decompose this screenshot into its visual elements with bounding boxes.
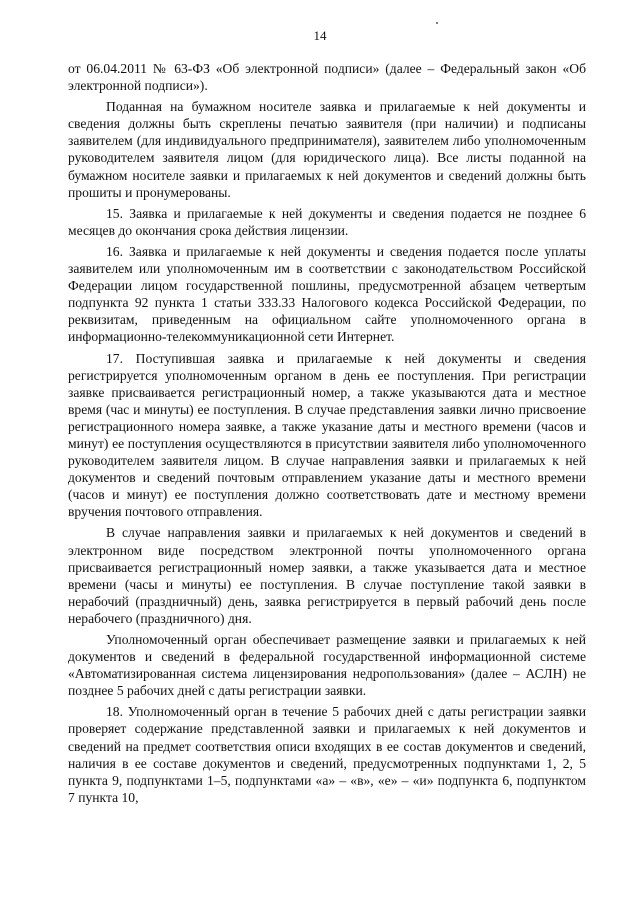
paragraph-asln-placement: Уполномоченный орган обеспечивает размещение заявки и прилагаемых к ней документов и сведений в федеральной государственной информационной системе «Автоматизированная система лицензирования недропользования» (далее – АСЛН) не позднее 5 рабочих дней с даты регистрации заявки. [68,632,586,699]
paragraph-clause-18: 18. Уполномоченный орган в течение 5 рабочих дней с даты регистрации заявки проверяет содержание представленной заявки и прилагаемых к ней документов и сведений на предмет соответствия описи входящих в ее состав документов и сведений, наличия в ее составе документов и сведений, предусмотренных подпунктами 1, 2, 5 пункта 9, подпунктами 1–5, подпунктами «а» – «в», «е» – «и» подпункта 6, подпунктом 7 пункта 10, [68,704,586,805]
paragraph-clause-15: 15. Заявка и прилагаемые к ней документы и сведения подается не позднее 6 месяцев до окончания срока действия лицензии. [68,205,586,238]
paragraph-clause-17: 17. Поступившая заявка и прилагаемые к ней документы и сведения регистрируется уполномоченным органом в день ее поступления. При регистрации заявке присваивается регистрационный номер, а также указываются дата и местное время (час и минуты) ее поступления. В случае представления заявки лично присвоение регистрационного номера заявке, а также указание даты и местного времени (часов и минут) ее поступления осуществляются в присутствии заявителя либо уполномоченного руководителем заявителя лицом. В случае направления заявки и прилагаемых к ней документов и сведений почтовым отправлением указание даты и местного времени (часов и минут) ее поступления должно соответствовать дате и местному времени вручения почтового отправления. [68,350,586,520]
paragraph-clause-16: 16. Заявка и прилагаемые к ней документы и сведения подается после уплаты заявителем или уполномоченным им в соответствии с законодательством Российской Федерации лицом государственной пошлины, предусмотренной абзацем четвертым подпункта 92 пункта 1 статьи 333.33 Налогового кодекса Российской Федерации, по реквизитам, приведенным на официальном сайте уполномоченного органа в информационно-телекоммуникационной сети Интернет. [68,243,586,345]
document-body [68,60,586,810]
scan-speck [436,22,438,24]
paragraph-continuation: от 06.04.2011 № 63-ФЗ «Об электронной подписи» (далее – Федеральный закон «Об электронной подписи»). [68,61,586,94]
page-number: 14 [313,28,327,43]
paragraph-paper-application: Поданная на бумажном носителе заявка и прилагаемые к ней документы и сведения должны быть скреплены печатью заявителя (при наличии) и подписаны заявителем (для индивидуального предпринимателя), заявителем либо уполномоченным руководителем заявителя лицом (для юридического лица). Все листы поданной на бумажном носителе заявки и прилагаемых к ней документов и сведений должны быть прошиты и пронумерованы. [68,99,586,200]
paragraph-electronic-submission: В случае направления заявки и прилагаемых к ней документов и сведений в электронном виде посредством электронной почты уполномоченного органа присваивается регистрационный номер заявки, а также указывается дата и местное времени (часы и минуты) ее поступления. В случае поступление такой заявки в нерабочий (праздничный) день, заявка регистрируется в первый рабочий день после нерабочего (праздничного) дня. [68,525,586,626]
